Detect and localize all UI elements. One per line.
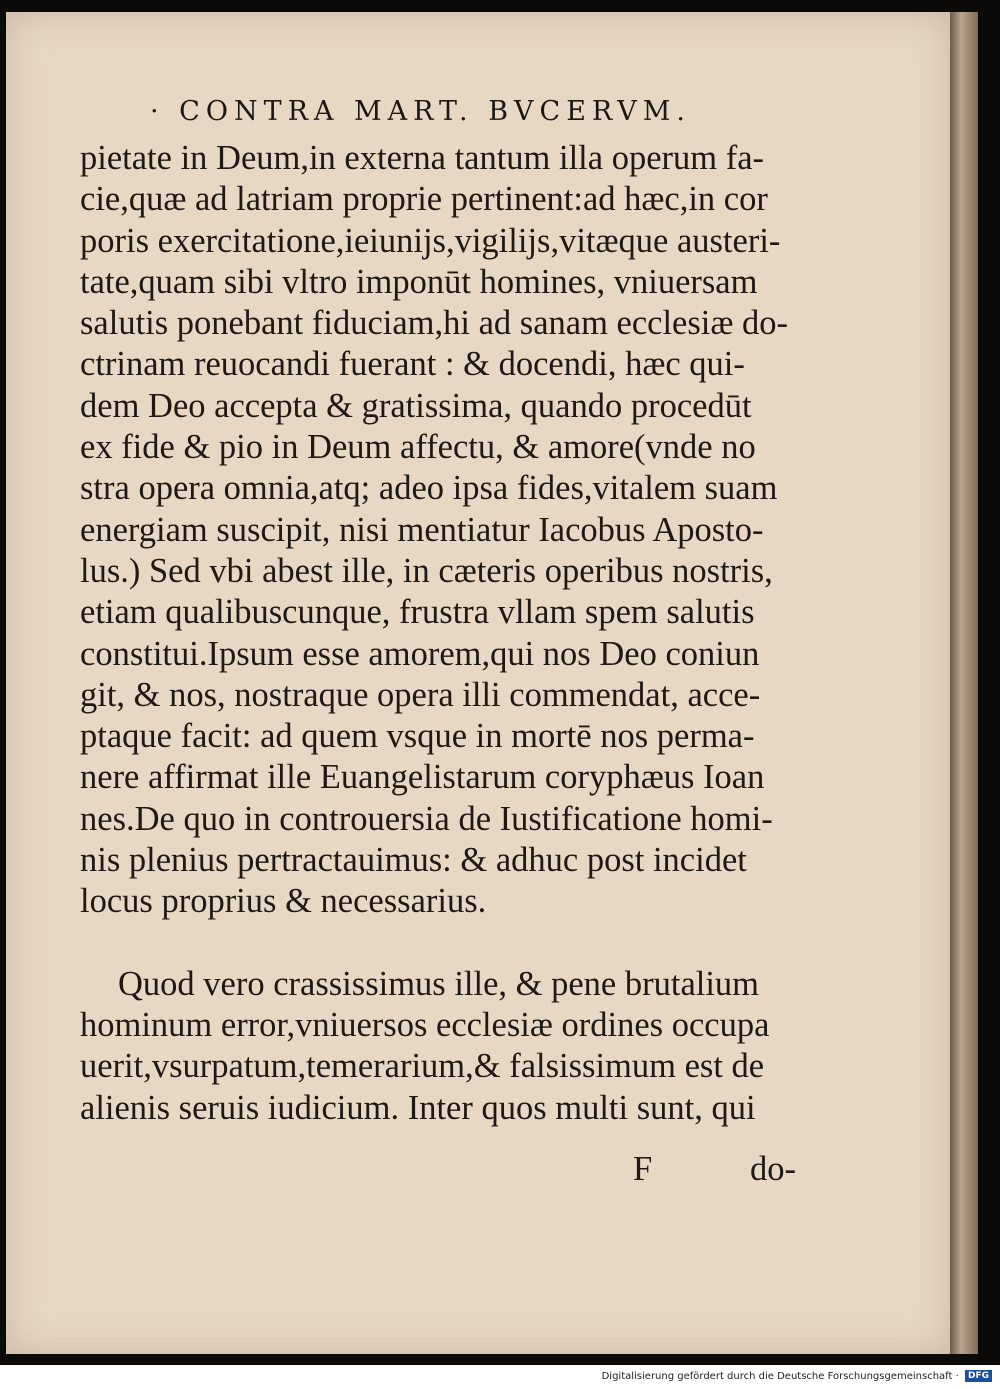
text-line: constitui.Ipsum esse amorem,qui nos Deo coniun [80, 634, 760, 673]
text-line: alienis seruis iudicium. Inter quos multi sunt, qui [80, 1088, 756, 1127]
text-line: ptaque facit: ad quem vsque in mortē nos perma- [80, 717, 755, 756]
signature-mark: F [633, 1150, 653, 1188]
text-line: ex fide & pio in Deum affectu, & amore(vnde no [80, 428, 756, 467]
text-line: etiam qualibuscunque, frustra vllam spem salutis [80, 593, 755, 632]
text-line: nere affirmat ille Euangelistarum coryphæus Ioan [80, 758, 765, 797]
funding-text: Digitalisierung gefördert durch die Deutsche Forschungsgemeinschaft · [601, 1371, 959, 1382]
page-footer [80, 1150, 820, 1192]
dfg-logo-icon: DFG [965, 1370, 992, 1382]
text-line: nis plenius pertractauimus: & adhuc post incidet [80, 841, 747, 880]
text-line: poris exercitatione,ieiunijs,vigilijs,vitæque austeri- [80, 221, 781, 260]
text-line: hominum error,vniuersos ecclesiæ ordines occupa [80, 1005, 770, 1044]
paragraph-2 [80, 964, 820, 1129]
paragraph-gap [80, 923, 820, 964]
text-line: Quod vero crassissimus ille, & pene brutalium [118, 964, 760, 1003]
text-line: stra opera omnia,atq; adeo ipsa fides,vitalem suam [80, 469, 778, 508]
text-line: energiam suscipit, nisi mentiatur Iacobus Aposto- [80, 510, 764, 549]
catchword: do- [750, 1150, 796, 1188]
page-edge [950, 12, 978, 1354]
text-line: uerit,vsurpatum,temerarium,& falsissimum est de [80, 1047, 765, 1086]
main-text [80, 138, 820, 1129]
text-line: ctrinam reuocandi fuerant : & docendi, hæc qui- [80, 345, 745, 384]
dfg-funding-banner [602, 1370, 992, 1382]
text-line: cie,quæ ad latriam proprie pertinent:ad hæc,in cor [80, 180, 768, 219]
text-line: dem Deo accepta & gratissima, quando procedūt [80, 386, 752, 425]
text-line: pietate in Deum,in externa tantum illa operum fa- [80, 139, 765, 177]
text-line: salutis ponebant fiduciam,hi ad sanam ecclesiæ do- [80, 304, 789, 343]
text-line: tate,quam sibi vltro imponūt homines, vniuersam [80, 262, 758, 301]
text-line: git, & nos, nostraque opera illi commendat, acce- [80, 675, 761, 714]
text-line: locus proprius & necessarius. [80, 882, 487, 921]
text-line: lus.) Sed vbi abest ille, in cæteris operibus nostris, [80, 551, 773, 590]
paragraph-1 [80, 138, 820, 923]
running-head: · CONTRA MART. BVCERVM. [150, 96, 692, 127]
text-line: nes.De quo in controuersia de Iustificatione homi- [80, 799, 773, 838]
